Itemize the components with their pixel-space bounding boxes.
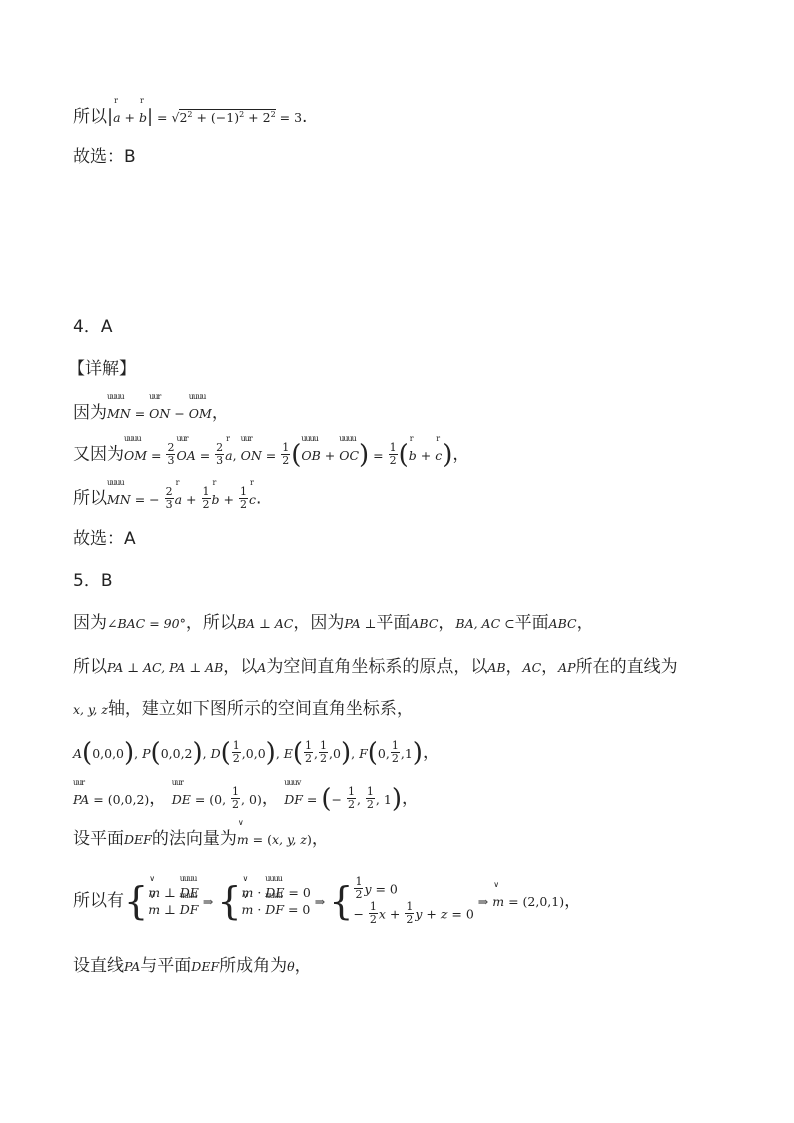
text: ，: [401, 788, 419, 809]
text: 的法向量为: [151, 829, 237, 849]
text: 所以: [73, 657, 107, 677]
text: 平面: [514, 613, 549, 633]
formula: ∨ m = (x, y, z): [237, 829, 312, 849]
text: ，: [211, 403, 229, 423]
text: 与平面: [140, 956, 192, 976]
math: AB: [487, 660, 506, 675]
q5-line-6: [73, 828, 329, 851]
math: A: [257, 660, 267, 675]
text: 所在的直线为: [575, 657, 678, 677]
formula: uur DE = (0, $\frac{1}{2}$ , 0): [172, 789, 262, 809]
question-heading: 4．A: [73, 317, 113, 337]
text: 为空间直角坐标系的原点，以: [266, 657, 488, 677]
text: 又因为: [73, 444, 124, 465]
text: 所以有: [73, 891, 124, 911]
formula: uuuu OM = $\frac{2}{3}$ uur OA = $\frac{2}{3}$ r a, uur ON = $\frac{1}{2}$ (uuuu OB + uuuu OC) = $\frac{1}{2}$ (r b + r c): [124, 445, 452, 465]
text: ，因为: [293, 613, 345, 633]
text: ，: [452, 444, 470, 465]
math: AP: [558, 660, 576, 675]
text: ，以: [223, 657, 258, 677]
text: ，: [505, 657, 523, 677]
math: AC: [522, 660, 542, 675]
math: ∠BAC = 90°: [107, 616, 186, 631]
formula: uuuu MN = − $\frac{2}{3}$ r a + $\frac{1}{2}$ r b + $\frac{1}{2}$ r c: [107, 489, 256, 509]
math: x, y, z: [73, 702, 108, 717]
text: 所以: [73, 488, 107, 509]
text: 平面: [376, 613, 411, 633]
math: ABC: [410, 616, 439, 631]
q5-line-4: [73, 737, 440, 768]
text: ，: [541, 657, 559, 677]
math: ABC: [548, 616, 577, 631]
answer-line: 故选：A: [73, 529, 136, 549]
math: PA: [124, 959, 141, 974]
text: 设平面: [73, 829, 124, 849]
math: θ: [287, 959, 295, 974]
text: 所以: [73, 107, 107, 128]
text: 所成角为: [219, 956, 288, 976]
text: ，: [422, 742, 440, 763]
q4-line-2: [73, 439, 470, 470]
math: PA ⊥: [344, 616, 377, 631]
q5-line-5: [73, 783, 419, 814]
q5-line-7: [73, 876, 581, 926]
coordinates-formula: A(0,0,0), P(0,0,2), D( $\frac{1}{2}$ ,0,0), E( $\frac{1}{2}$ , $\frac{1}{2}$ ,0), F(0, $\frac{1}{2}$ ,1): [73, 737, 423, 768]
math: DEF: [124, 832, 152, 847]
system-formula: { ∨ m ⊥ uuuu DE ∨ m ⊥ uuuu DF ⇒ { ∨ m · uuuu DE = 0 ∨ m · uuuu DF = 0 ⇒ { $\frac{1}{2}$ y = 0 − $\frac{1}{2}$ x + $\frac{1}{2}$ y + z = 0 ⇒ ∨ m = (2,0,1): [124, 891, 564, 911]
text: 轴，建立如下图所示的空间直角坐标系，: [107, 699, 414, 719]
text: ，: [311, 829, 329, 849]
math: PA ⊥ AC, PA ⊥ AB: [107, 660, 224, 675]
text: ，: [149, 788, 167, 809]
question-heading: 5．B: [73, 571, 113, 591]
text: 因为: [73, 613, 107, 633]
formula: uuuu MN = uur ON − uuuu OM: [107, 403, 212, 423]
q5-line-3: [73, 698, 414, 721]
formula: uur PA = (0,0,2): [73, 789, 149, 809]
q5-line-1: [73, 612, 594, 635]
text: ，: [438, 613, 456, 633]
text: .: [255, 488, 262, 509]
text: ，: [576, 613, 594, 633]
formula: uuuv DF = (− $\frac{1}{2}$ , $\frac{1}{2}$ , 1): [284, 789, 402, 809]
math: BA, AC ⊂: [455, 616, 515, 631]
text: ，所以: [185, 613, 237, 633]
math: BA ⊥ AC: [236, 616, 294, 631]
text: ，: [564, 891, 582, 911]
q5-line-2: [73, 656, 678, 679]
magnitude-line: [73, 104, 307, 129]
text: 设直线: [73, 956, 124, 976]
answer-line: 故选：B: [73, 147, 136, 167]
text: 因为: [73, 403, 107, 423]
detail-label: 【详解】: [68, 359, 136, 379]
text: ，: [261, 788, 279, 809]
math: DEF: [191, 959, 220, 974]
magnitude-formula: |r a + r $b| = √2^2 + (-1)^2 + 2^2 = 3$: [107, 107, 302, 127]
text: ，: [294, 956, 312, 976]
q4-line-3: [73, 486, 261, 511]
q4-line-1: [73, 402, 229, 425]
q5-line-8: [73, 955, 312, 978]
text: .: [302, 107, 308, 128]
